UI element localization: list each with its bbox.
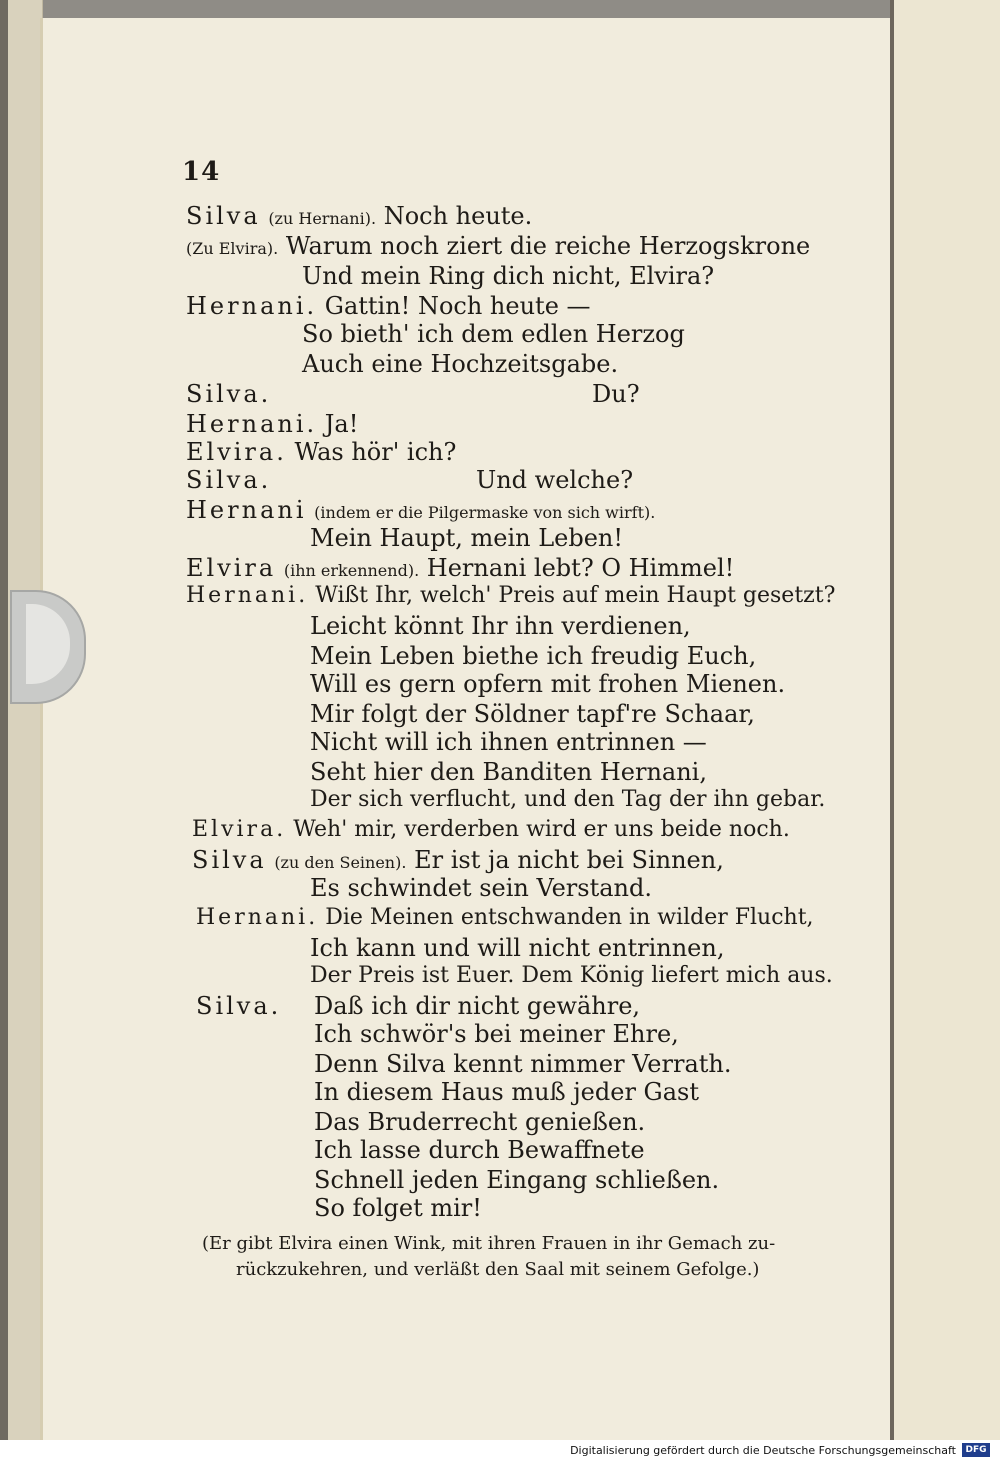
line-text: Und welche?	[476, 466, 634, 494]
stage-direction-inline: (zu den Seinen).	[274, 853, 407, 872]
stage-direction-line: rückzukehren, und verläßt den Saal mit seinem Gefolge.)	[236, 1259, 760, 1280]
dialogue-line	[314, 1078, 699, 1106]
speaker-name: Elvira.	[192, 817, 287, 842]
speaker-name: Hernani.	[186, 410, 318, 438]
dialogue-line	[310, 642, 756, 670]
dialogue-line	[186, 466, 634, 494]
line-text: Mein Haupt, mein Leben!	[310, 524, 624, 552]
page-number: 14	[182, 157, 221, 187]
dialogue-line	[310, 524, 623, 552]
dialogue-line	[196, 992, 641, 1020]
dialogue-line	[310, 700, 755, 728]
line-text: Leicht könnt Ihr ihn verdienen,	[310, 612, 691, 640]
dialogue-line	[310, 874, 652, 902]
dialogue-line	[186, 380, 640, 408]
stage-direction-inline: (ihn erkennend).	[283, 561, 420, 580]
speaker-name: Hernani.	[186, 292, 318, 320]
line-text: Nicht will ich ihnen entrinnen —	[310, 728, 707, 756]
dialogue-line	[314, 1108, 645, 1136]
dialogue-line	[192, 846, 724, 877]
line-text: Er ist ja nicht bei Sinnen,	[414, 846, 724, 874]
line-text: Was hör' ich?	[294, 438, 457, 466]
facing-page	[890, 0, 1000, 1440]
speaker-name: Silva.	[186, 466, 272, 494]
dialogue-line	[302, 320, 685, 348]
speaker-name: Silva	[186, 202, 261, 230]
dialogue-line	[186, 582, 835, 610]
stage-direction-inline: (Zu Elvira).	[186, 239, 279, 258]
line-text: Seht hier den Banditen Hernani,	[310, 758, 707, 786]
line-text: Ich lasse durch Bewaffnete	[314, 1136, 645, 1164]
line-text: Hernani lebt? O Himmel!	[426, 554, 735, 582]
line-text: Ja!	[324, 410, 359, 438]
dialogue-line	[314, 1136, 645, 1164]
dialogue-line	[314, 1020, 679, 1048]
line-text: Der Preis ist Euer. Dem König liefert mich aus.	[310, 963, 833, 988]
dialogue-line	[310, 728, 707, 756]
line-text: Warum noch ziert die reiche Herzogskrone	[285, 232, 811, 260]
speaker-name: Elvira.	[186, 438, 287, 466]
dialogue-line	[186, 554, 734, 585]
line-text: In diesem Haus muß jeder Gast	[314, 1078, 699, 1106]
dfg-logo: DFG	[962, 1443, 990, 1457]
line-text: So folget mir!	[314, 1194, 482, 1222]
dialogue-line	[186, 202, 532, 233]
speaker-name: Hernani	[186, 496, 307, 524]
line-text: Und mein Ring dich nicht, Elvira?	[302, 262, 715, 290]
dialogue-line	[196, 904, 814, 932]
line-text: So bieth' ich dem edlen Herzog	[302, 320, 685, 348]
dialogue-line	[186, 496, 655, 527]
dialogue-line	[310, 670, 785, 698]
line-text: Es schwindet sein Verstand.	[310, 874, 652, 902]
line-text: Noch heute.	[383, 202, 533, 230]
line-text: Das Bruderrecht genießen.	[314, 1108, 646, 1136]
dialogue-line	[186, 232, 810, 263]
line-text: Der sich verflucht, und den Tag der ihn gebar.	[310, 787, 826, 812]
dialogue-line	[302, 262, 714, 290]
stage-direction-line: (Er gibt Elvira einen Wink, mit ihren Frauen in ihr Gemach zu-	[202, 1233, 776, 1254]
stage-direction-inline: (zu Hernani).	[268, 209, 377, 228]
line-text: Mir folgt der Söldner tapf're Schaar,	[310, 700, 755, 728]
speaker-name: Silva	[192, 846, 267, 874]
line-text: Du?	[592, 380, 640, 408]
line-text: Ich kann und will nicht entrinnen,	[310, 934, 725, 962]
speaker-name: Silva.	[186, 380, 272, 408]
line-text: Auch eine Hochzeitsgabe.	[302, 350, 619, 378]
dialogue-line	[310, 758, 707, 786]
speaker-name: Silva.	[196, 992, 282, 1020]
line-text: Wißt Ihr, welch' Preis auf mein Haupt gesetzt?	[315, 583, 836, 608]
line-text: Will es gern opfern mit frohen Mienen.	[310, 670, 786, 698]
dialogue-line	[186, 438, 456, 466]
dialogue-line	[192, 816, 790, 844]
speaker-name: Elvira	[186, 554, 277, 582]
line-text: Gattin! Noch heute —	[324, 292, 591, 320]
left-page-edge	[8, 0, 43, 1440]
dialogue-line	[314, 1194, 482, 1222]
line-text: Ich schwör's bei meiner Ehre,	[314, 1020, 679, 1048]
line-text: Die Meinen entschwanden in wilder Flucht,	[325, 905, 814, 930]
dialogue-line	[310, 612, 691, 640]
line-text: Schnell jeden Eingang schließen.	[314, 1166, 720, 1194]
line-text: Denn Silva kennt nimmer Verrath.	[314, 1050, 732, 1078]
line-text: Mein Leben biethe ich freudig Euch,	[310, 642, 757, 670]
stage-direction-inline: (indem er die Pilgermaske von sich wirft).	[314, 503, 656, 522]
dialogue-line	[310, 934, 724, 962]
line-text: Daß ich dir nicht gewähre,	[314, 992, 641, 1020]
dialogue-line	[302, 350, 618, 378]
footer-bar	[0, 1440, 1000, 1462]
dialogue-line	[186, 292, 591, 320]
speaker-name: Hernani.	[196, 905, 319, 930]
dialogue-line	[310, 786, 825, 814]
dialogue-line	[314, 1166, 719, 1194]
speaker-name: Hernani.	[186, 583, 309, 608]
dialogue-line	[314, 1050, 731, 1078]
dialogue-line	[186, 410, 358, 438]
footer-credit: Digitalisierung gefördert durch die Deutsche Forschungsgemeinschaft	[570, 1444, 956, 1457]
line-text: Weh' mir, verderben wird er uns beide noch.	[293, 817, 790, 842]
dialogue-line	[310, 962, 833, 990]
